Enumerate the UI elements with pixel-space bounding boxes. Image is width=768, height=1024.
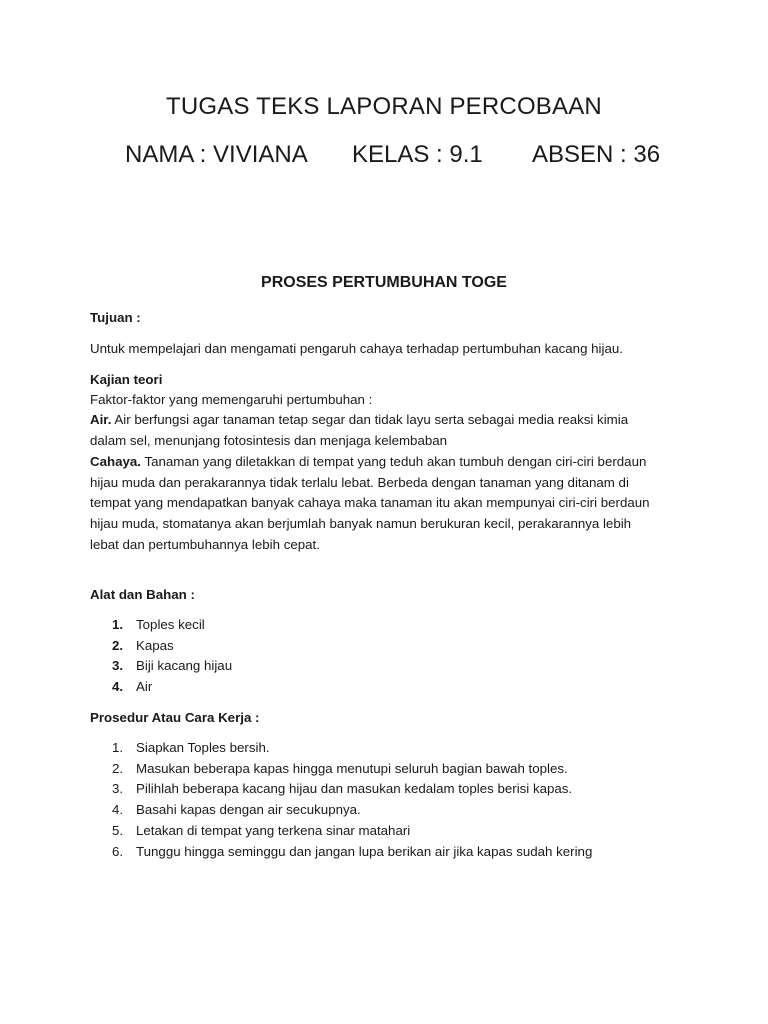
alat-heading: Alat dan Bahan :	[90, 587, 195, 602]
list-item: Basahi kapas dengan air secukupnya.	[136, 802, 361, 817]
list-number: 3.	[112, 781, 124, 796]
list-number: 5.	[112, 823, 124, 838]
prosedur-heading: Prosedur Atau Cara Kerja :	[90, 710, 260, 725]
air-text: Air berfungsi agar tanaman tetap segar dan tidak layu serta sebagai media reaksi kimia	[111, 412, 629, 427]
cahaya-paragraph-line	[90, 452, 646, 472]
kajian-heading: Kajian teori	[90, 372, 163, 387]
section-title: PROSES PERTUMBUHAN TOGE	[261, 274, 507, 291]
document-title: TUGAS TEKS LAPORAN PERCOBAAN	[166, 93, 602, 120]
list-number: 6.	[112, 844, 124, 859]
cahaya-paragraph-line: lebat dan pertumbuhannya lebih cepat.	[90, 537, 320, 552]
cahaya-paragraph-line: tempat yang mendapatkan banyak cahaya maka tanaman itu akan mempunyai ciri-ciri berdaun	[90, 495, 650, 510]
list-item: Siapkan Toples bersih.	[136, 740, 270, 755]
cahaya-paragraph-line: hijau muda dan perakarannya tidak terlalu lebat. Berbeda dengan tanaman yang ditanam di	[90, 475, 629, 490]
cahaya-text: Tanaman yang diletakkan di tempat yang teduh akan tumbuh dengan ciri-ciri berdaun	[141, 454, 647, 469]
list-number: 2.	[112, 638, 124, 653]
student-absen: ABSEN : 36	[532, 141, 661, 168]
air-paragraph-line: dalam sel, menunjang fotosintesis dan menjaga kelembaban	[90, 433, 448, 448]
air-paragraph-line	[90, 410, 628, 430]
cahaya-label: Cahaya.	[90, 454, 141, 469]
list-item: Pilihlah beberapa kacang hijau dan masukan kedalam toples berisi kapas.	[136, 781, 573, 796]
list-number: 4.	[112, 802, 124, 817]
list-number: 1.	[112, 740, 124, 755]
cahaya-paragraph-line: hijau muda, stomatanya akan berjumlah banyak namun berukuran kecil, perakarannya lebih	[90, 516, 632, 531]
list-number: 4.	[112, 679, 124, 694]
list-item: Tunggu hingga seminggu dan jangan lupa berikan air jika kapas sudah kering	[136, 844, 593, 859]
list-item: Kapas	[136, 638, 174, 653]
tujuan-text: Untuk mempelajari dan mengamati pengaruh cahaya terhadap pertumbuhan kacang hijau.	[90, 341, 623, 356]
list-number: 1.	[112, 617, 124, 632]
list-item: Toples kecil	[136, 617, 205, 632]
student-class: KELAS : 9.1	[352, 141, 483, 168]
list-item: Letakan di tempat yang terkena sinar matahari	[136, 823, 411, 838]
tujuan-heading: Tujuan :	[90, 310, 141, 325]
list-number: 3.	[112, 658, 124, 673]
student-name: NAMA : VIVIANA	[125, 141, 308, 168]
list-number: 2.	[112, 761, 124, 776]
air-label: Air.	[90, 412, 112, 427]
list-item: Air	[136, 679, 153, 694]
list-item: Biji kacang hijau	[136, 658, 233, 673]
kajian-intro: Faktor-faktor yang memengaruhi pertumbuhan :	[90, 392, 373, 407]
list-item: Masukan beberapa kapas hingga menutupi seluruh bagian bawah toples.	[136, 761, 568, 776]
